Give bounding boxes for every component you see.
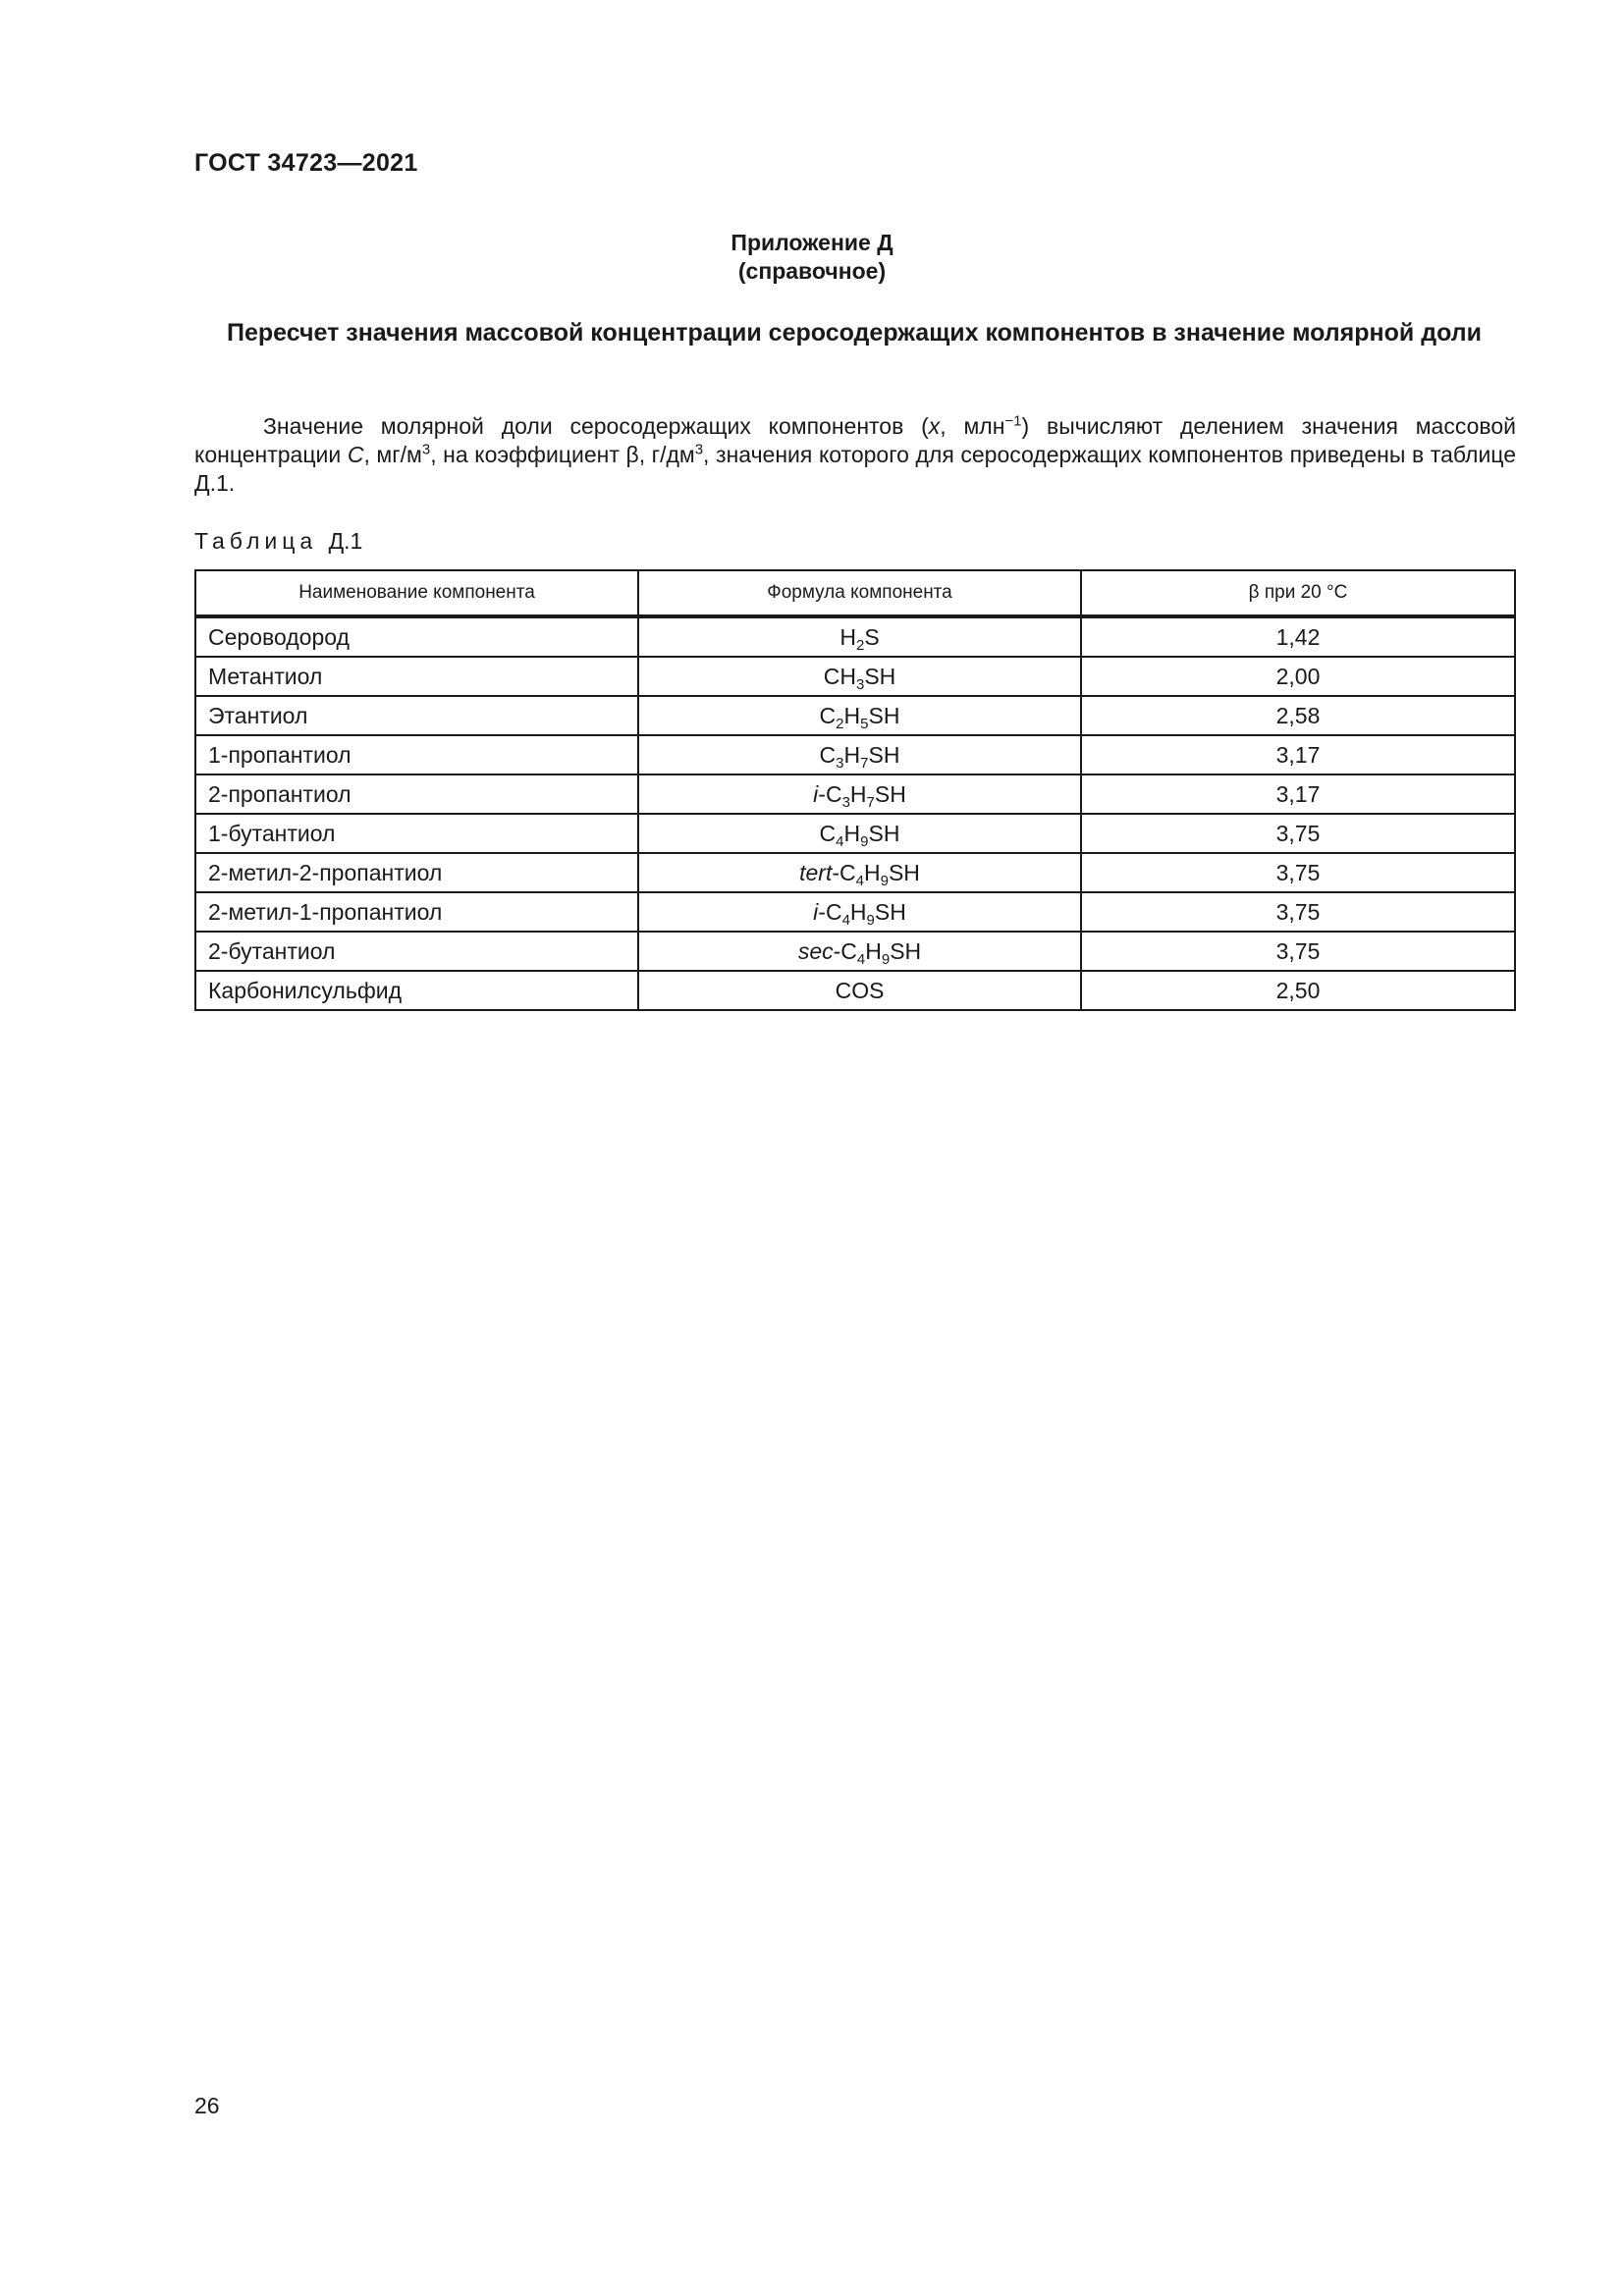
component-beta: 3,75 (1081, 892, 1515, 932)
component-formula: $H_2S$ (638, 616, 1081, 657)
component-beta: 1,42 (1081, 616, 1515, 657)
component-formula: COS (638, 971, 1081, 1010)
component-name: 1-бутантиол (195, 814, 638, 853)
component-beta: 3,17 (1081, 735, 1515, 774)
appendix-title: Приложение Д (731, 230, 893, 255)
component-formula: $C_4H_9SH$ (638, 814, 1081, 853)
table-row (195, 735, 1515, 774)
table-header-row (195, 570, 1515, 616)
table-row (195, 696, 1515, 735)
header-name: Наименование компонента (195, 570, 638, 616)
table-row (195, 657, 1515, 696)
body-paragraph: Значение молярной доли серосодержащих компонентов (x, млн$^{-1}$) вычисляют делением значения массовой концентрации C, $мг/м^3$, на коэффициент β, $г/дм^3$, значения которого для серосодержащих компонентов приведены в таблице Д.1. (194, 412, 1516, 496)
component-beta: 2,00 (1081, 657, 1515, 696)
component-beta: 2,50 (1081, 971, 1515, 1010)
table-row (195, 892, 1515, 932)
table-row (195, 853, 1515, 892)
appendix-heading: Пересчет значения массовой концентрации серосодержащих компонентов в значение молярной доли (227, 319, 1482, 347)
component-name: Карбонилсульфид (195, 971, 638, 1010)
appendix-kind: (справочное) (737, 258, 887, 284)
component-name: Метантиол (195, 657, 638, 696)
component-name: 2-пропантиол (195, 774, 638, 814)
table-row (195, 932, 1515, 971)
components-table (194, 569, 1516, 1011)
table-body (195, 616, 1515, 1010)
component-formula: $C_3H_7SH$ (638, 735, 1081, 774)
component-name: Этантиол (195, 696, 638, 735)
header-beta: β при 20 °С (1081, 570, 1515, 616)
component-beta: 3,75 (1081, 932, 1515, 971)
component-formula: $i-C_3H_7SH$ (638, 774, 1081, 814)
header-formula: Формула компонента (638, 570, 1081, 616)
table-row (195, 971, 1515, 1010)
table-caption: Таблица Д.1 (194, 528, 363, 554)
component-beta: 3,75 (1081, 853, 1515, 892)
component-name: 2-метил-2-пропантиол (195, 853, 638, 892)
component-name: 2-бутантиол (195, 932, 638, 971)
standard-designation: ГОСТ 34723—2021 (194, 149, 418, 177)
component-formula: $i-C_4H_9SH$ (638, 892, 1081, 932)
component-beta: 2,58 (1081, 696, 1515, 735)
component-beta: 3,17 (1081, 774, 1515, 814)
component-formula: $\sec-C_4H_9SH$ (638, 932, 1081, 971)
component-formula: $CH_3SH$ (638, 657, 1081, 696)
table-row (195, 616, 1515, 657)
page-number: 26 (194, 2093, 220, 2118)
component-name: 1-пропантиол (195, 735, 638, 774)
component-formula: tert-$C_4H_9SH$ (638, 853, 1081, 892)
component-formula: $C_2H_5SH$ (638, 696, 1081, 735)
component-beta: 3,75 (1081, 814, 1515, 853)
component-name: 2-метил-1-пропантиол (195, 892, 638, 932)
table-row (195, 774, 1515, 814)
component-name: Сероводород (195, 616, 638, 657)
table-row (195, 814, 1515, 853)
